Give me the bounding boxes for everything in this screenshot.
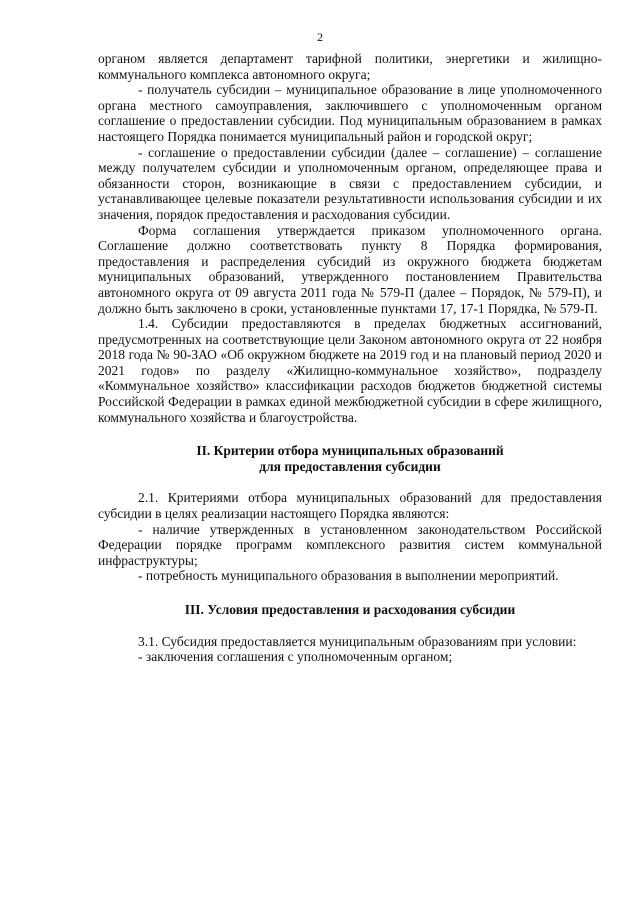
paragraph: 2.1. Критериями отбора муниципальных образований для предоставления субсидии в целях реализации настоящего Порядка являются: [98, 490, 602, 522]
section-3-heading: III. Условия предоставления и расходования субсидии [184, 602, 516, 617]
paragraph: Форма соглашения утверждается приказом уполномоченного органа. Соглашение должно соответствовать пункту 8 Порядка формирования, предоставления и распределения субсидий из окружного бюджета бюджетам муниципальных образований, утвержденного постановлением Правительства автономного округа от 09 августа 2011 года № 579-П (далее – Порядок, № 579-П), и должно быть заключено в сроки, установленные пунктами 17, 17-1 Порядка, № 579-П. [98, 222, 602, 316]
spacer [98, 584, 602, 602]
paragraph: - получатель субсидии – муниципальное образование в лице уполномоченного органа местного самоуправления, заключившего с уполномоченным органом соглашение о предоставлении субсидии. Под муниципальным образованием в рамках настоящего Порядка понимается муниципальный район и городской округ; [98, 82, 602, 144]
spacer [98, 425, 602, 443]
spacer [98, 474, 602, 490]
paragraph: - соглашение о предоставлении субсидии (далее – соглашение) – соглашение между получателем субсидии и уполномоченным органом, определяющее права и обязанности сторон, возникающие в связи с предоставлением субсидии, и устанавливающее целевые показатели результативности использования субсидии и их значения, порядок предоставления и расходования субсидии. [98, 144, 602, 222]
paragraph: - заключения соглашения с уполномоченным органом; [138, 649, 453, 665]
spacer [98, 618, 602, 634]
paragraph: - потребность муниципального образования в выполнении мероприятий. [138, 568, 559, 584]
paragraph: 3.1. Субсидия предоставляется муниципальным образованиям при условии: [138, 633, 577, 649]
paragraph: - наличие утвержденных в установленном законодательством Российской Федерации порядке программ комплексного развития систем коммунальной инфраструктуры; [98, 521, 602, 568]
document-body [98, 51, 602, 665]
paragraph: органом является департамент тарифной политики, энергетики и жилищно-коммунального комплекса автономного округа; [98, 51, 602, 82]
section-2-heading [98, 443, 602, 474]
section-2-heading-line1: II. Критерии отбора муниципальных образований [196, 443, 504, 459]
page-number: 2 [317, 30, 323, 44]
paragraph: 1.4. Субсидии предоставляются в пределах бюджетных ассигнований, предусмотренных на соответствующие цели Законом автономного округа от 22 ноября 2018 года № 90-ЗАО «Об окружном бюджете на 2019 год и на плановый период 2020 и 2021 годов» по разделу «Жилищно-коммунальное хозяйство», подразделу «Коммунальное хозяйство» классификации расходов бюджетов бюджетной системы Российской Федерации в рамках единой межбюджетной субсидии в сфере жилищного, коммунального хозяйства и благоустройства. [98, 316, 602, 425]
section-2-heading-line2: для предоставления субсидии [259, 458, 441, 474]
